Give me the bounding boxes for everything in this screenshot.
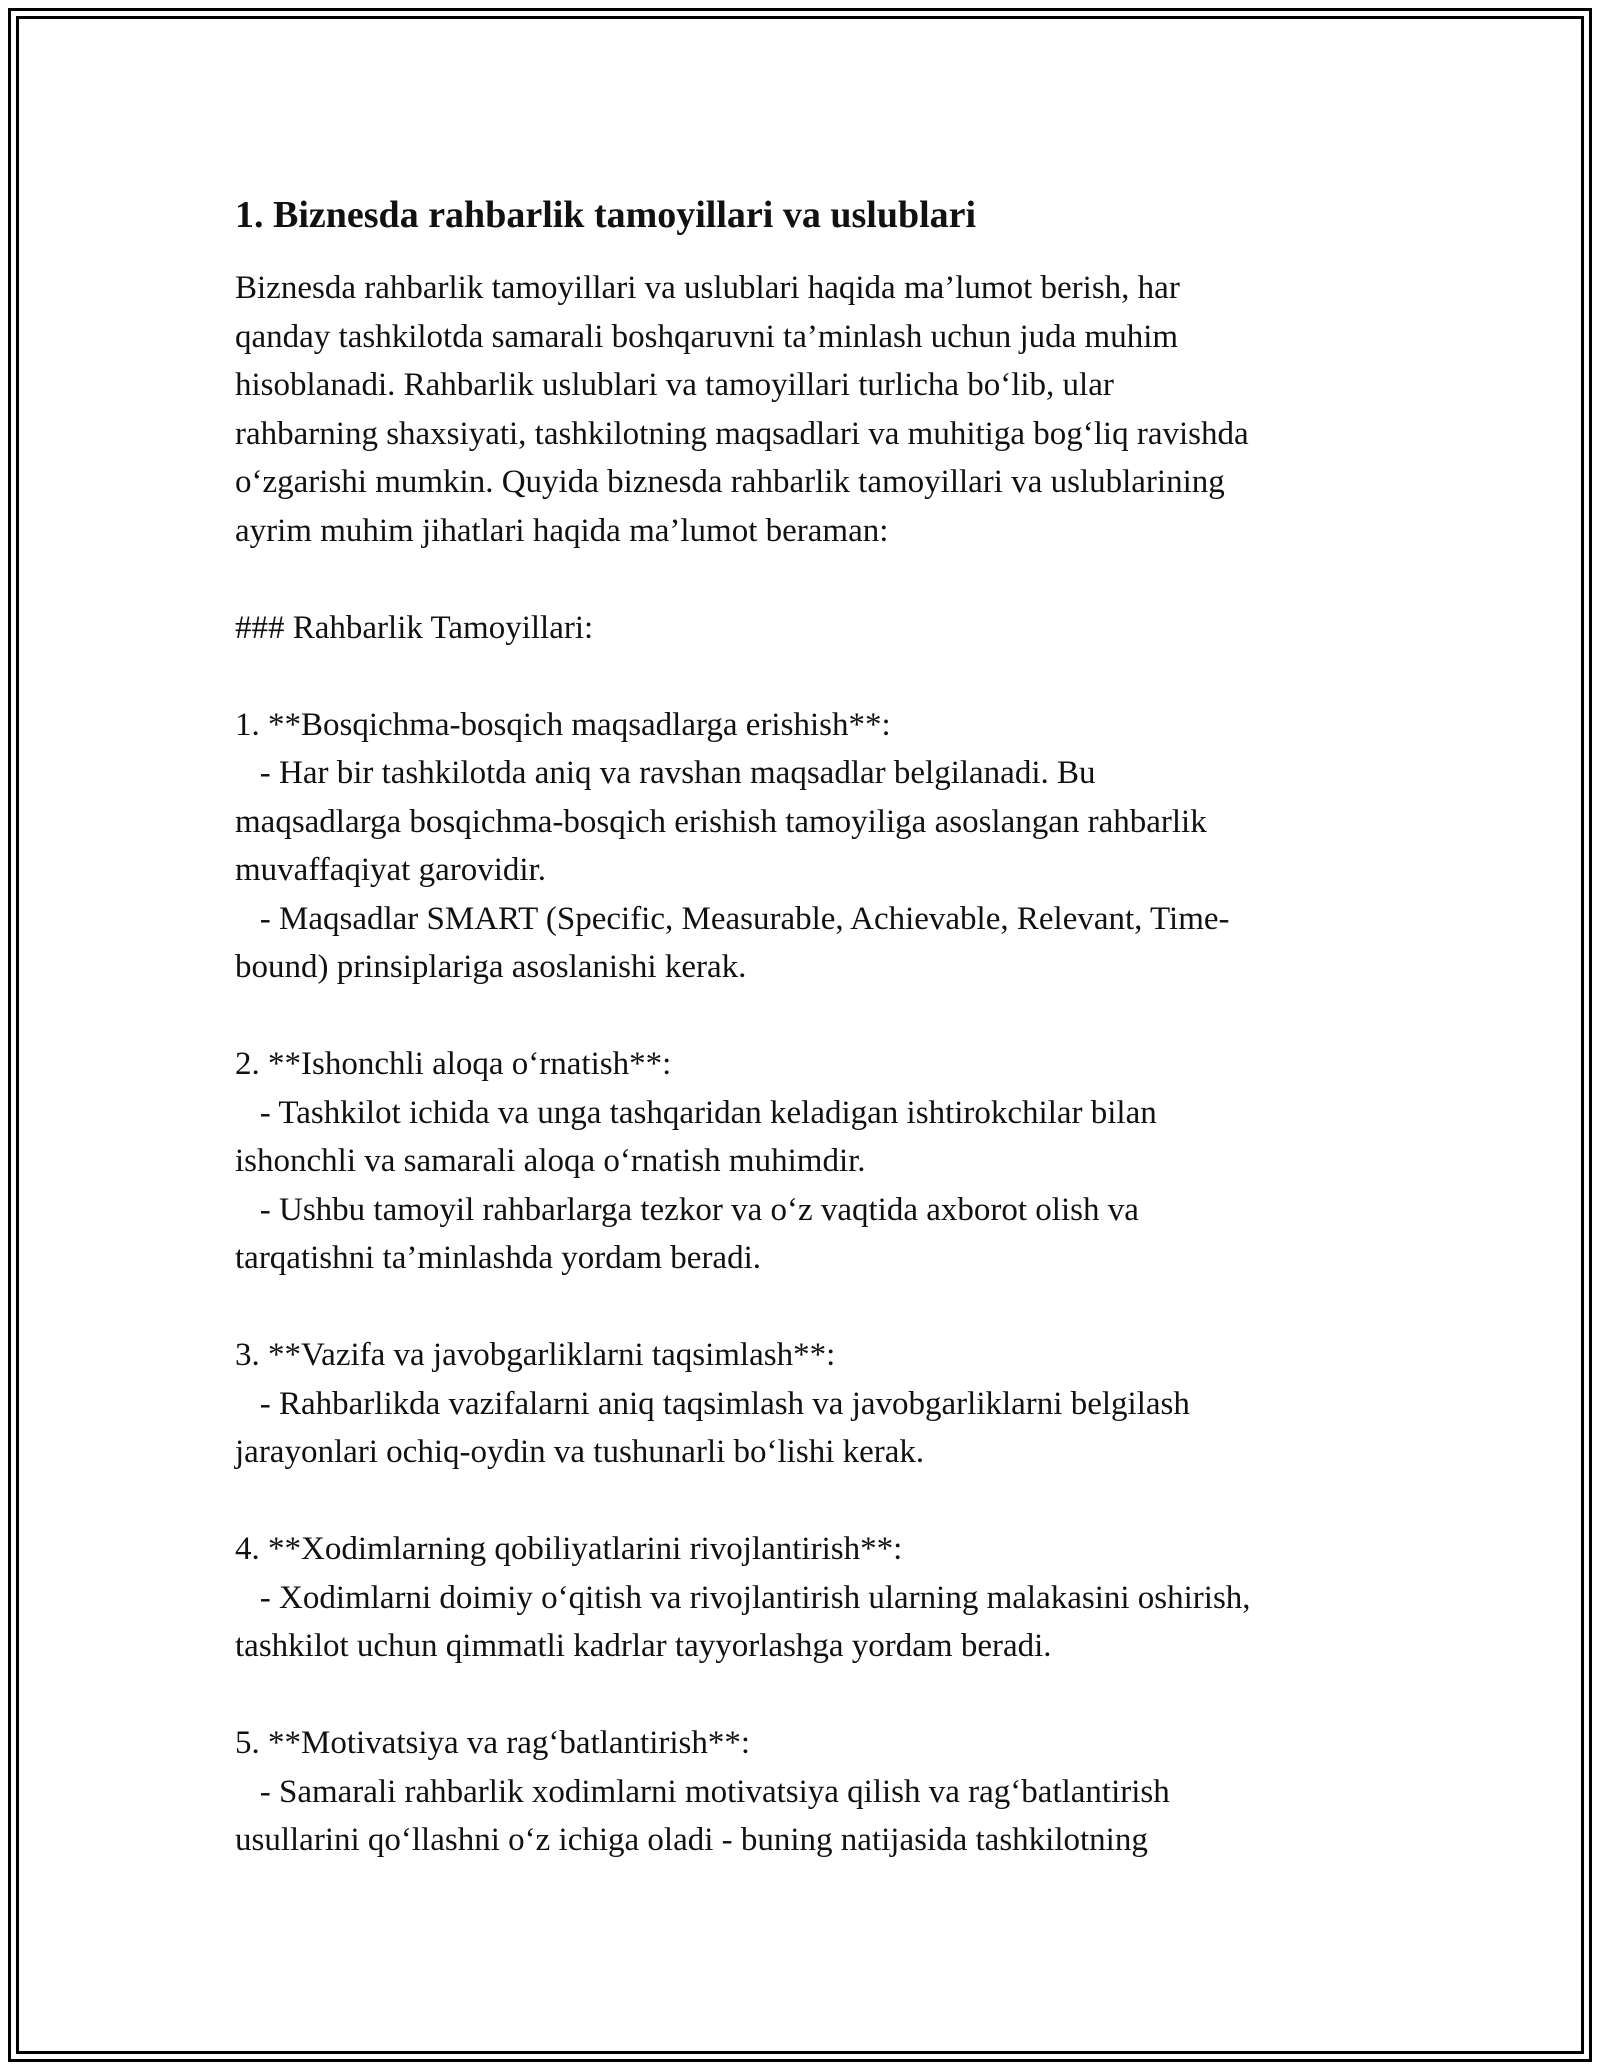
text-line: [235, 992, 1375, 1041]
document-title: 1. Biznesda rahbarlik tamoyillari va uslublari: [235, 194, 977, 236]
text-line: ### Rahbarlik Tamoyillari:: [235, 609, 594, 646]
text-line: tashkilot uchun qimmatli kadrlar tayyorlashga yordam beradi.: [235, 1628, 1052, 1664]
text-line: - Xodimlarni doimiy o‘qitish va rivojlantirish ularning malakasini oshirish,: [235, 1579, 1251, 1616]
text-line: usullarini qo‘llashni o‘z ichiga oladi - buning natijasida tashkilotning: [235, 1822, 1148, 1858]
text-line: 3. **Vazifa va javobgarliklarni taqsimlash**:: [235, 1337, 836, 1373]
text-line: [235, 1283, 1375, 1332]
text-line: maqsadlarga bosqichma-bosqich erishish tamoyiliga asoslangan rahbarlik: [235, 803, 1207, 840]
text-line: 4. **Xodimlarning qobiliyatlarini rivojlantirish**:: [235, 1531, 903, 1567]
text-line: bound) prinsiplariga asoslanishi kerak.: [235, 949, 747, 985]
document-page: [235, 190, 1375, 1865]
text-line: - Har bir tashkilotda aniq va ravshan maqsadlar belgilanadi. Bu: [235, 755, 1096, 791]
text-line: 5. **Motivatsiya va rag‘batlantirish**:: [235, 1725, 751, 1761]
text-line: jarayonlari ochiq-oydin va tushunarli bo‘lishi kerak.: [235, 1434, 925, 1470]
text-line: Biznesda rahbarlik tamoyillari va uslublari haqida ma’lumot berish, har: [235, 270, 1180, 306]
text-line: [235, 652, 1375, 701]
text-line: [235, 1477, 1375, 1526]
text-line: rahbarning shaxsiyati, tashkilotning maqsadlari va muhitiga bog‘liq ravishda: [235, 415, 1249, 452]
document-body: [235, 264, 1375, 1865]
text-line: qanday tashkilotda samarali boshqaruvni ta’minlash uchun juda muhim: [235, 318, 1179, 355]
text-line: ishonchli va samarali aloqa o‘rnatish muhimdir.: [235, 1143, 866, 1179]
text-line: hisoblanadi. Rahbarlik uslublari va tamoyillari turlicha bo‘lib, ular: [235, 367, 1114, 403]
text-line: muvaffaqiyat garovidir.: [235, 852, 546, 888]
text-line: tarqatishni ta’minlashda yordam beradi.: [235, 1240, 762, 1276]
text-line: - Rahbarlikda vazifalarni aniq taqsimlash va javobgarliklarni belgilash: [235, 1385, 1190, 1422]
text-line: o‘zgarishi mumkin. Quyida biznesda rahbarlik tamoyillari va uslublarining: [235, 464, 1225, 500]
text-line: [235, 555, 1375, 604]
text-line: - Tashkilot ichida va unga tashqaridan keladigan ishtirokchilar bilan: [235, 1094, 1157, 1131]
text-line: ayrim muhim jihatlari haqida ma’lumot beraman:: [235, 512, 889, 549]
text-line: - Ushbu tamoyil rahbarlarga tezkor va o‘z vaqtida axborot olish va: [235, 1191, 1139, 1228]
text-line: [235, 1671, 1375, 1720]
text-line: - Maqsadlar SMART (Specific, Measurable, Achievable, Relevant, Time-: [235, 900, 1230, 937]
text-line: 2. **Ishonchli aloqa o‘rnatish**:: [235, 1046, 672, 1082]
text-line: 1. **Bosqichma-bosqich maqsadlarga erishish**:: [235, 706, 891, 743]
text-line: - Samarali rahbarlik xodimlarni motivatsiya qilish va rag‘batlantirish: [235, 1773, 1170, 1810]
